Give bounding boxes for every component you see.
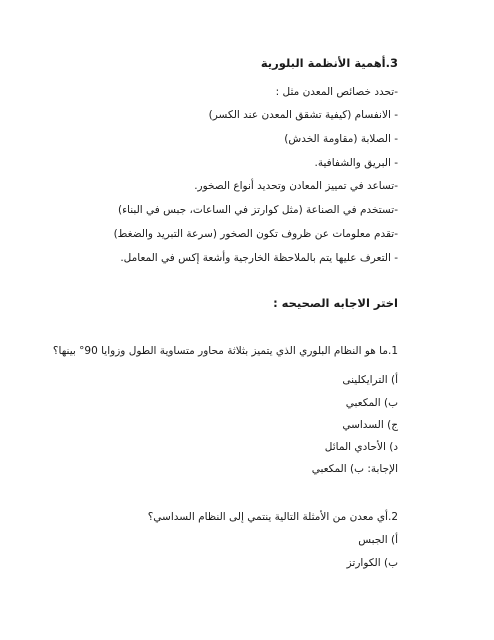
point-item: - الصلابة (مقاومة الخدش) [284,133,398,145]
point-item: -تحدد خصائص المعدن مثل : [275,86,398,98]
point-item: -تقدم معلومات عن ظروف تكون الصخور (سرعة التبريد والضغط) [113,228,398,240]
point-item: - الانفسام (كيفية تشقق المعدن عند الكسر) [208,109,398,121]
point-item: - البريق والشفافية. [314,157,398,169]
question-2-option-b: ب) الكوارتز [346,557,398,569]
exercise-heading: اختر الاجابه الصحيحه : [273,296,398,310]
question-2-option-a: أ) الجبس [358,534,398,546]
point-item: -تستخدم في الصناعة (مثل كوارتز في الساعات، جبس في البناء) [118,204,398,216]
point-item: - التعرف عليها يتم بالملاحظة الخارجية وأشعة إكس في المعامل. [120,252,398,264]
question-2-text: 2.أي معدن من الأمثلة التالية ينتمي إلى النظام السداسي؟ [147,511,398,523]
question-1-option-b: ب) المكعبي [345,397,398,409]
question-1-answer: الإجابة: ب) المكعبي [311,463,398,475]
point-item: -تساعد في تمييز المعادن وتحديد أنواع الصخور. [194,180,398,192]
question-1-option-d: د) الأحادي المائل [324,441,398,453]
section-heading: 3.أهمية الأنظمة البلورية [260,56,398,70]
question-1-option-c: ج) السداسي [342,419,398,431]
question-1-option-a: أ) الترايكلينى [342,374,398,386]
question-1-text: 1.ما هو النظام البلوري الذي يتميز بثلاثة محاور متساوية الطول وزوايا 90° بينها؟ [52,345,398,357]
